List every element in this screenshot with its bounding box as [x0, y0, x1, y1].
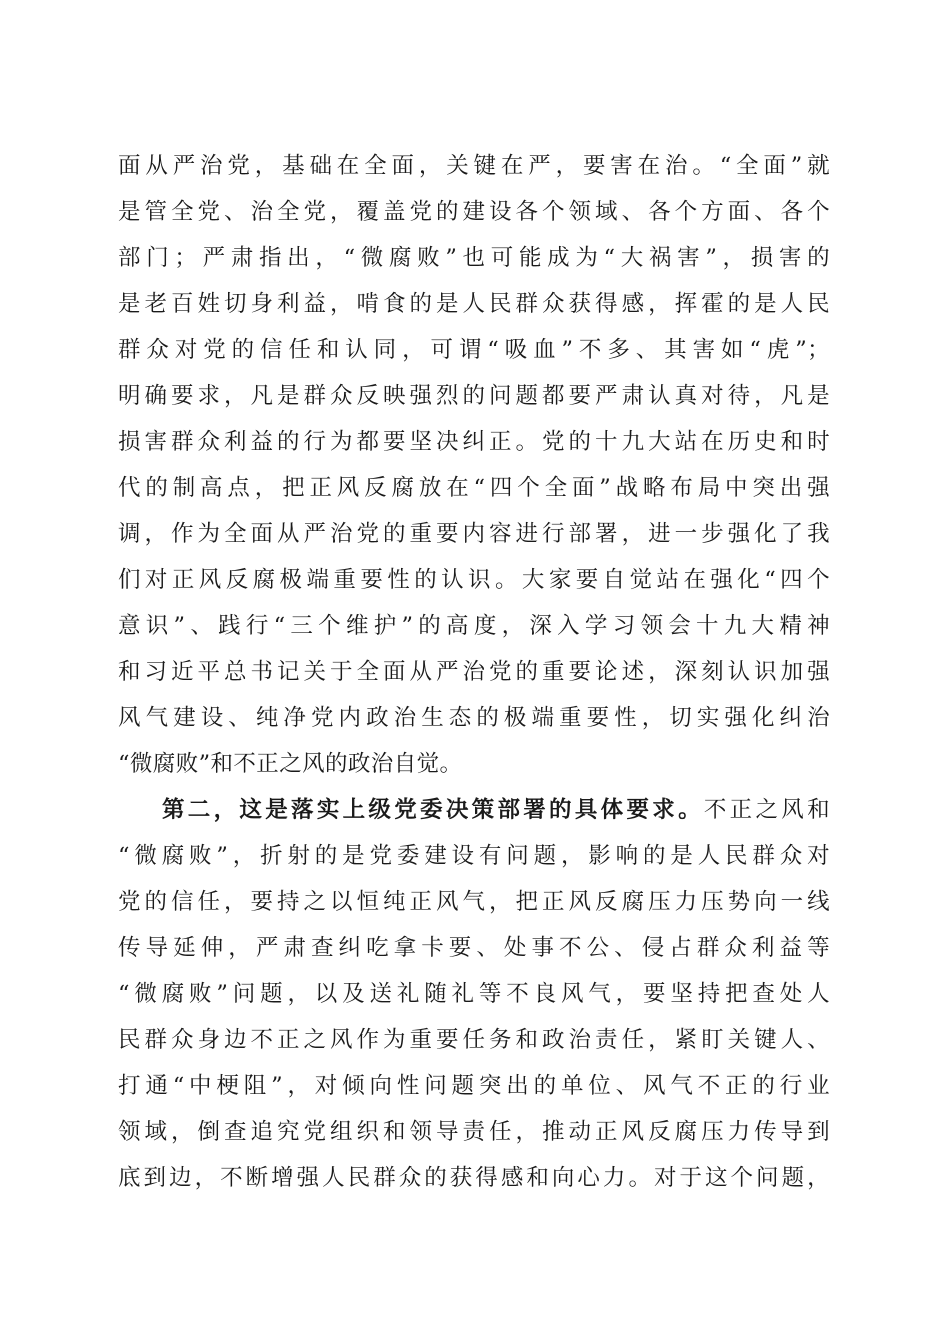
paragraph-1-line: 明确要求，凡是群众反映强烈的问题都要严肃认真对待，凡是 — [118, 383, 830, 409]
paragraph-2-first-line-rest: 不正之风和 — [703, 797, 830, 823]
paragraph-1-line: 群众对党的信任和认同，可谓“吸血”不多、其害如“虎”； — [118, 337, 830, 363]
paragraph-1-line: 意识”、践行“三个维护”的高度，深入学习领会十九大精神 — [118, 613, 830, 639]
paragraph-2-line: 领域，倒查追究党组织和领导责任，推动正风反腐压力传导到 — [118, 1119, 830, 1145]
paragraph-1-line: 是管全党、治全党，覆盖党的建设各个领域、各个方面、各个 — [118, 199, 830, 225]
paragraph-2-line: 底到边，不断增强人民群众的获得感和向心力。对于这个问题， — [118, 1165, 830, 1191]
paragraph-1-line: 部门；严肃指出，“微腐败”也可能成为“大祸害”，损害的 — [118, 245, 830, 271]
paragraph-2-line: “微腐败”，折射的是党委建设有问题，影响的是人民群众对 — [118, 843, 830, 869]
paragraph-2-first-line — [118, 787, 830, 833]
paragraph-2-lead-heading: 第二，这是落实上级党委决策部署的具体要求。 — [162, 797, 704, 823]
paragraph-1-line: 们对正风反腐极端重要性的认识。大家要自觉站在强化“四个 — [118, 567, 830, 593]
paragraph-2-line: 传导延伸，严肃查纠吃拿卡要、处事不公、侵占群众利益等 — [118, 935, 830, 961]
paragraph-2-line: 党的信任，要持之以恒纯正风气，把正风反腐压力压势向一线 — [118, 889, 830, 915]
paragraph-1-line: 代的制高点，把正风反腐放在“四个全面”战略布局中突出强 — [118, 475, 830, 501]
body-text — [118, 143, 830, 1201]
paragraph-2-line: 民群众身边不正之风作为重要任务和政治责任，紧盯关键人、 — [118, 1027, 830, 1053]
paragraph-1-line: 面从严治党，基础在全面，关键在严，要害在治。“全面”就 — [118, 153, 830, 179]
paragraph-1-line: 是老百姓切身利益，啃食的是人民群众获得感，挥霍的是人民 — [118, 291, 830, 317]
paragraph-1-line: 和习近平总书记关于全面从严治党的重要论述，深刻认识加强 — [118, 659, 830, 685]
paragraph-1-line: 损害群众利益的行为都要坚决纠正。党的十九大站在历史和时 — [118, 429, 830, 455]
paragraph-2-line: “微腐败”问题，以及送礼随礼等不良风气，要坚持把查处人 — [118, 981, 830, 1007]
paragraph-1-last-line: “微腐败”和不正之风的政治自觉。 — [118, 751, 463, 777]
paragraph-1-line: 调，作为全面从严治党的重要内容进行部署，进一步强化了我 — [118, 521, 830, 547]
paragraph-1-line: 风气建设、纯净党内政治生态的极端重要性，切实强化纠治 — [118, 705, 830, 731]
paragraph-2-line: 打通“中梗阻”，对倾向性问题突出的单位、风气不正的行业 — [118, 1073, 830, 1099]
